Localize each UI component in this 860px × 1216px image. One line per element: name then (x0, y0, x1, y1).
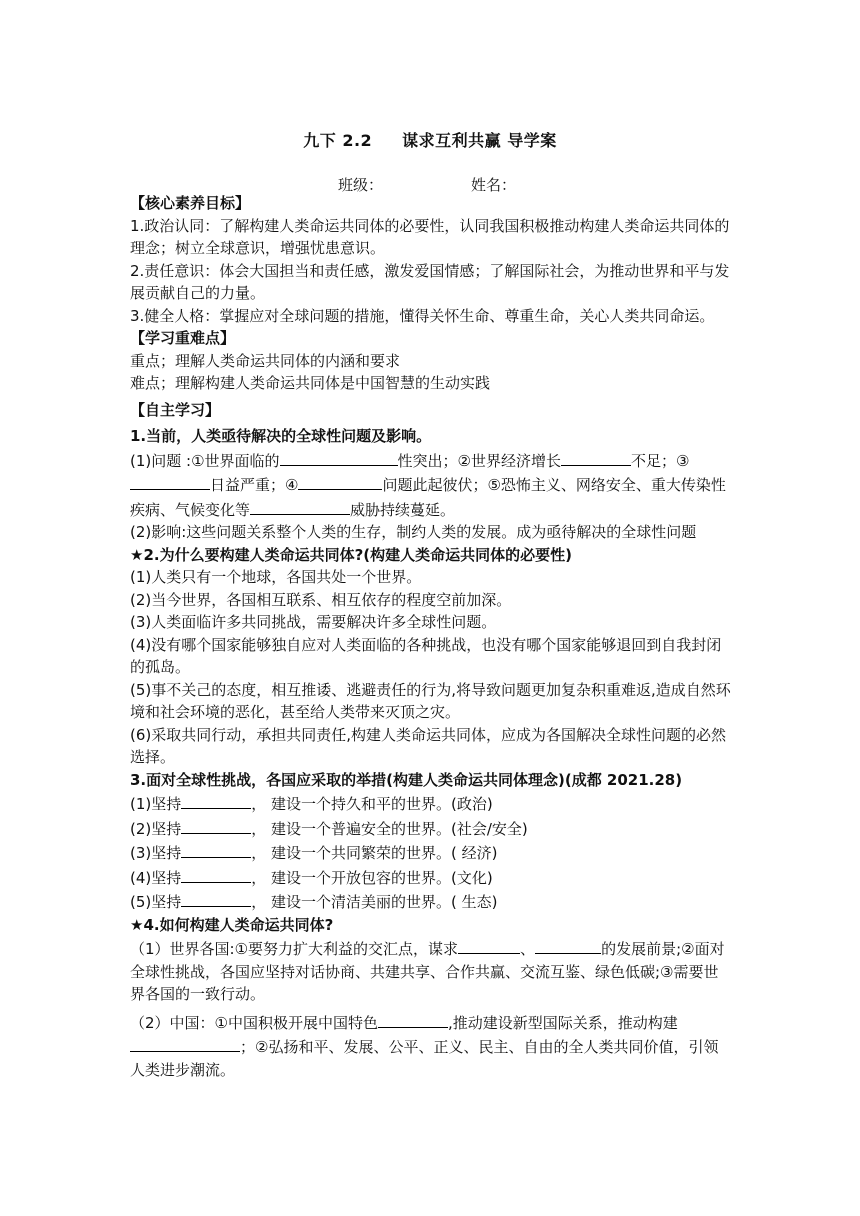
self-study-heading: 【自主学习】 (130, 400, 221, 419)
text-span: ， 建设一个共同繁荣的世界。( 经济) (251, 844, 498, 862)
fill-blank[interactable] (181, 816, 251, 834)
text-span: ,推动建设新型国际关系，推动构建 (448, 1013, 678, 1032)
text-span: 问题此起彼伏；⑤恐怖主义、网络安全、重大传染性疾病、气候变化等 (130, 476, 726, 519)
title-lesson: 九下 2.2 (303, 131, 373, 150)
list-item (130, 840, 732, 865)
text-span: 、 (520, 940, 536, 958)
fill-blank[interactable] (298, 472, 382, 490)
text-span: (1)坚持 (130, 795, 182, 813)
text-span: ， 建设一个清洁美丽的世界。( 生态) (251, 893, 498, 911)
text-span: (1)问题 :①世界面临的 (130, 451, 280, 470)
goals-heading: 【核心素养目标】 (130, 194, 251, 212)
list-item (130, 889, 732, 914)
fill-blank[interactable] (130, 472, 210, 490)
name-label: 姓名： (471, 176, 517, 194)
text-span: (2)坚持 (130, 819, 182, 838)
question-4-china (130, 1010, 732, 1082)
list-item (130, 791, 732, 816)
goal-item: 2.责任意识：体会大国担当和责任感，激发爱国情感；了解国际社会，为推动世界和平与发展贡献自己的力量。 (130, 261, 730, 302)
text-span: 性突出；②世界经济增长 (397, 451, 561, 470)
text-span: ， 建设一个普遍安全的世界。(社会/安全) (251, 819, 528, 838)
text-span: （2）中国：①中国积极开展中国特色 (130, 1013, 378, 1032)
fill-blank[interactable] (378, 1010, 448, 1028)
fill-blank[interactable] (181, 889, 251, 907)
text-span: 威胁持续蔓延。 (350, 500, 456, 519)
list-item (130, 865, 732, 890)
question-2-title: ★2.为什么要构建人类命运共同体?(构建人类命运共同体的必要性) (130, 545, 572, 564)
fill-blank[interactable] (280, 448, 398, 466)
text-span: (5)坚持 (130, 893, 182, 911)
fill-blank[interactable] (250, 497, 350, 515)
question-3-title: 3.面对全球性挑战，各国应采取的举措(构建人类命运共同体理念)(成都 2021.28) (130, 770, 683, 789)
difficult-point: 难点；理解构建人类命运共同体是中国智慧的生动实践 (130, 374, 491, 392)
page-title (0, 128, 860, 151)
text-span: (4)坚持 (130, 868, 182, 887)
title-topic: 谋求互利共赢 导学案 (402, 131, 557, 150)
question-4-title: ★4.如何构建人类命运共同体? (130, 915, 334, 934)
text-span: ；②弘扬和平、发展、公平、正义、民主、自由的全人类共同价值，引领人类进步潮流。 (130, 1038, 719, 1079)
fill-blank[interactable] (130, 1034, 240, 1052)
list-item: (2)当今世界，各国相互联系、相互依存的程度空前加深。 (130, 590, 512, 609)
class-label: 班级： (338, 176, 384, 194)
fill-blank[interactable] (561, 448, 631, 466)
question-4-world (130, 936, 732, 1006)
goal-item: 3.健全人格：掌握应对全球问题的措施，懂得关怀生命、尊重生命，关心人类共同命运。 (130, 306, 715, 325)
fill-blank[interactable] (535, 936, 601, 954)
text-span: 不足；③ (630, 451, 690, 470)
fill-blank[interactable] (181, 840, 251, 858)
fill-blank[interactable] (458, 936, 520, 954)
list-item (130, 816, 732, 841)
text-span: 的发展前景;②面对全球性挑战，各国应坚持对话协商、共建共享、合作共赢、交流互鉴、绿色低碳;③需要世界各国的一致行动。 (130, 940, 725, 1003)
worksheet-body (130, 192, 732, 1081)
text-span: 日益严重；④ (210, 476, 299, 494)
text-span: ， 建设一个持久和平的世界。(政治) (251, 795, 493, 813)
question-1-title: 1.当前，人类亟待解决的全球性问题及影响。 (130, 427, 432, 445)
list-item: (3)人类面临许多共同挑战，需要解决许多全球性问题。 (130, 613, 497, 631)
key-point: 重点；理解人类命运共同体的内涵和要求 (130, 351, 401, 370)
list-item: (6)采取共同行动，承担共同责任,构建人类命运共同体，应成为各国解决全球性问题的必然选择。 (130, 725, 727, 766)
question-1-problems (130, 448, 732, 522)
text-span: （1）世界各国:①要努力扩大利益的交汇点，谋求 (130, 940, 459, 958)
list-item: (1)人类只有一个地球，各国共处一个世界。 (130, 568, 422, 586)
text-span: ， 建设一个开放包容的世界。(文化) (251, 868, 493, 887)
list-item: (5)事不关己的态度，相互推诿、逃避责任的行为,将导致问题更加复杂积重难返,造成自然环境和社会环境的恶化，甚至给人类带来灭顶之灾。 (130, 680, 731, 721)
fill-blank[interactable] (181, 865, 251, 883)
fill-blank[interactable] (181, 791, 251, 809)
goal-item: 1.政治认同：了解构建人类命运共同体的必要性，认同我国积极推动构建人类命运共同体的理念；树立全球意识，增强忧患意识。 (130, 216, 730, 257)
keypoints-heading: 【学习重难点】 (130, 329, 236, 347)
question-1-impact: (2)影响:这些问题关系整个人类的生存，制约人类的发展。成为亟待解决的全球性问题 (130, 523, 697, 541)
text-span: (3)坚持 (130, 844, 182, 862)
list-item: (4)没有哪个国家能够独自应对人类面临的各种挑战，也没有哪个国家能够退回到自我封闭的孤岛。 (130, 635, 722, 676)
